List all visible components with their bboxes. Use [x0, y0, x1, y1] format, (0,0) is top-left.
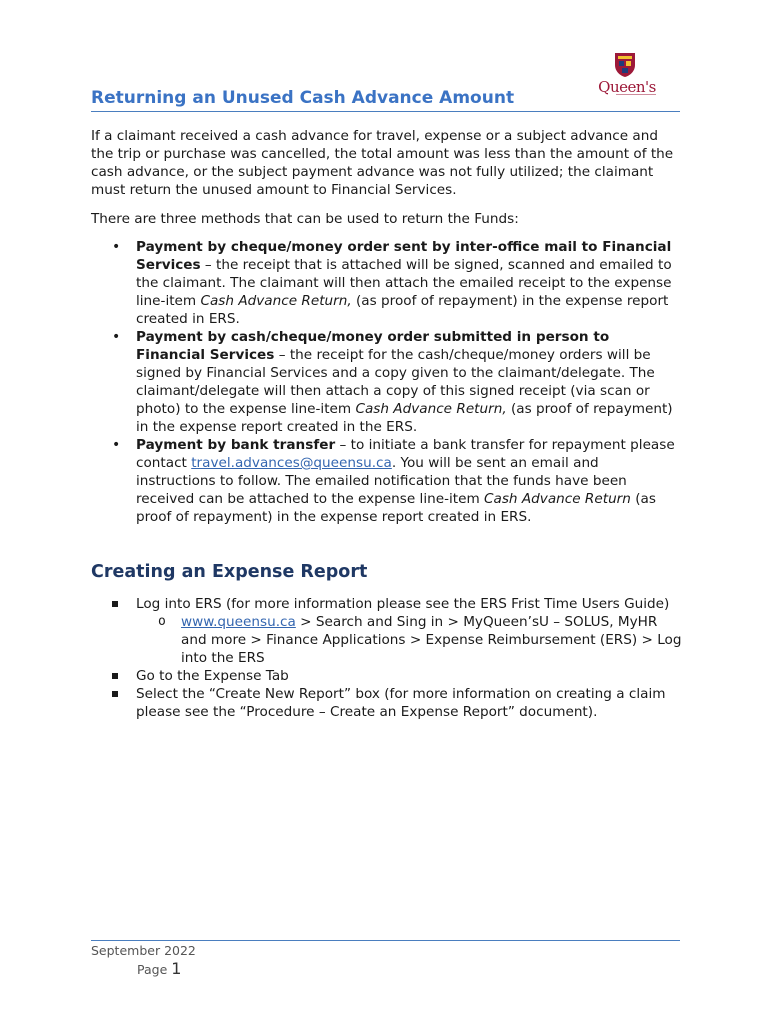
method-text: – the receipt that is attached will be signed, scanned and emailed to the claimant. The claimant will then attach the emailed receipt to the expense line-item — [136, 257, 672, 309]
square-bullet-icon — [112, 691, 118, 697]
method-title: Payment by cash/cheque/money order submitted in person to Financial Services — [136, 329, 610, 363]
step-text: > Search and Sing in > MyQueen’sU – SOLUS, MyHR and more > Finance Applications > Expense Reimbursement (ERS) > Log into the ERS — [181, 614, 682, 666]
page-label: Page — [137, 962, 168, 977]
method-italic: Cash Advance Return, — [200, 293, 352, 309]
square-bullet-icon — [112, 673, 118, 679]
method-tail: (as proof of repayment) in the expense report created in ERS. — [136, 293, 669, 327]
method-text: . You will be sent an email and instructions to follow. The emailed notification that the funds have been received can be attached to the expense line-item — [136, 455, 627, 507]
logo-underline — [616, 94, 656, 97]
list-item — [91, 328, 681, 436]
method-text: – the receipt for the cash/cheque/money orders will be signed by Financial Services and a copy given to the claimant/delegate. The claimant/delegate will then attach a copy of this signed receipt (via scan or photo) to the expense line-item — [136, 347, 655, 417]
sub-steps-list — [136, 613, 686, 667]
queens-logo — [594, 52, 660, 100]
section-title-cash-advance: Returning an Unused Cash Advance Amount — [91, 88, 515, 108]
queensu-link[interactable]: www.queensu.ca — [181, 614, 296, 630]
step-text: Log into ERS (for more information please see the ERS Frist Time Users Guide) — [136, 596, 670, 612]
method-tail: (as proof of repayment) in the expense report created in ERS. — [136, 491, 656, 525]
list-item — [136, 613, 686, 667]
header-rule — [91, 111, 680, 112]
page-number: 1 — [171, 959, 182, 978]
list-item — [91, 667, 686, 685]
bullet-dot-icon: • — [112, 329, 121, 345]
list-item — [91, 238, 681, 328]
list-item — [91, 436, 681, 526]
method-italic: Cash Advance Return, — [355, 401, 507, 417]
section-title-expense-report: Creating an Expense Report — [91, 562, 368, 582]
queens-crest-icon — [614, 52, 636, 78]
footer-date: September 2022 — [91, 943, 196, 958]
methods-list — [91, 238, 681, 526]
bullet-dot-icon: • — [112, 239, 121, 255]
method-title: Payment by bank transfer — [136, 437, 336, 453]
intro-paragraph: If a claimant received a cash advance for travel, expense or a subject advance and the trip or purchase was cancelled, the total amount was less than the amount of the cash advance, or the subject payment advance was not fully utilized; the claimant must return the unused amount to Financial Services. — [91, 128, 674, 198]
square-bullet-icon — [112, 601, 118, 607]
method-title: Payment by cheque/money order sent by inter-office mail to Financial Services — [136, 239, 672, 273]
method-italic: Cash Advance Return — [484, 491, 631, 507]
bullet-dot-icon: • — [112, 437, 121, 453]
method-text: – to initiate a bank transfer for repayment please contact — [136, 437, 675, 471]
logo-wordmark: Queen's — [598, 78, 656, 96]
method-tail: (as proof of repayment) in the expense report created in the ERS. — [136, 401, 673, 435]
step-text: Go to the Expense Tab — [136, 668, 289, 684]
list-item — [91, 595, 686, 667]
footer-page — [137, 959, 181, 978]
methods-lead-paragraph: There are three methods that can be used to return the Funds: — [91, 211, 519, 227]
email-link[interactable]: travel.advances@queensu.ca — [191, 455, 392, 471]
circle-bullet-icon: o — [158, 614, 166, 629]
footer-rule — [91, 940, 680, 941]
steps-list — [91, 595, 686, 721]
step-text: Select the “Create New Report” box (for more information on creating a claim please see the “Procedure – Create an Expense Report” document). — [136, 686, 666, 720]
list-item — [91, 685, 686, 721]
